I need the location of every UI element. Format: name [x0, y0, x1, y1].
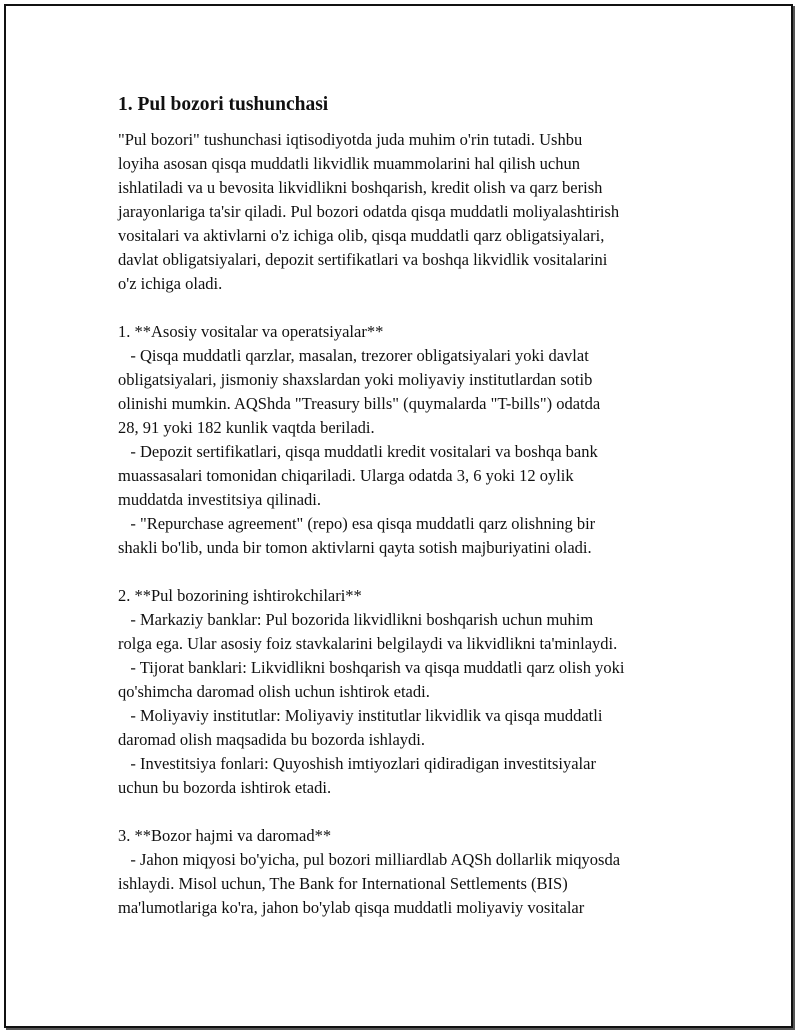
text-line: shakli bo'lib, unda bir tomon aktivlarni qayta sotish majburiyatini oladi. — [118, 538, 592, 557]
section-instruments — [118, 320, 718, 560]
text-line: davlat obligatsiyalari, depozit sertifikatlari va boshqa likvidlik vositalarini — [118, 250, 608, 269]
text-line: qo'shimcha daromad olish uchun ishtirok etadi. — [118, 682, 430, 701]
paragraph-gap — [118, 296, 718, 320]
text-line: ma'lumotlariga ko'ra, jahon bo'ylab qisqa muddatli moliyaviy vositalar — [118, 898, 585, 917]
text-line: muddatda investitsiya qilinadi. — [118, 490, 322, 509]
text-line: rolga ega. Ular asosiy foiz stavkalarini belgilaydi va likvidlikni ta'minlaydi. — [118, 634, 618, 653]
text-line: loyiha asosan qisqa muddatli likvidlik muammolarini hal qilish uchun — [118, 154, 580, 173]
text-line: jarayonlariga ta'sir qiladi. Pul bozori odatda qisqa muddatli moliyalashtirish — [118, 202, 620, 221]
text-line: 28, 91 yoki 182 kunlik vaqtda beriladi. — [118, 418, 375, 437]
text-line: - Tijorat banklari: Likvidlikni boshqarish va qisqa muddatli qarz olish yoki — [118, 658, 625, 677]
text-line: ishlaydi. Misol uchun, The Bank for International Settlements (BIS) — [118, 874, 568, 893]
text-line: muassasalari tomonidan chiqariladi. Ularga odatda 3, 6 yoki 12 oylik — [118, 466, 574, 485]
text-line: - Depozit sertifikatlari, qisqa muddatli kredit vositalari va boshqa bank — [118, 442, 598, 461]
section-participants — [118, 584, 718, 800]
text-line: olinishi mumkin. AQShda "Treasury bills" (quymalarda "T-bills") odatda — [118, 394, 601, 413]
section-market-size — [118, 824, 718, 920]
text-line: - Investitsiya fonlari: Quyoshish imtiyozlari qidiradigan investitsiyalar — [118, 754, 596, 773]
text-line: - Moliyaviy institutlar: Moliyaviy institutlar likvidlik va qisqa muddatli — [118, 706, 603, 725]
text-line: - "Repurchase agreement" (repo) esa qisqa muddatli qarz olishning bir — [118, 514, 596, 533]
text-line: vositalari va aktivlarni o'z ichiga olib, qisqa muddatli qarz obligatsiyalari, — [118, 226, 605, 245]
text-line: uchun bu bozorda ishtirok etadi. — [118, 778, 332, 797]
text-line: 1. **Asosiy vositalar va operatsiyalar** — [118, 322, 384, 341]
intro-paragraph — [118, 128, 718, 296]
document-body — [118, 92, 718, 920]
text-line: "Pul bozori" tushunchasi iqtisodiyotda juda muhim o'rin tutadi. Ushbu — [118, 130, 583, 149]
text-line: 3. **Bozor hajmi va daromad** — [118, 826, 332, 845]
document-heading: 1. Pul bozori tushunchasi — [118, 94, 329, 115]
text-line: - Jahon miqyosi bo'yicha, pul bozori milliardlab AQSh dollarlik miqyosda — [118, 850, 621, 869]
text-line: o'z ichiga oladi. — [118, 274, 223, 293]
text-line: ishlatiladi va u bevosita likvidlikni boshqarish, kredit olish va qarz berish — [118, 178, 603, 197]
text-line: - Markaziy banklar: Pul bozorida likvidlikni boshqarish uchun muhim — [118, 610, 594, 629]
text-line: - Qisqa muddatli qarzlar, masalan, trezorer obligatsiyalari yoki davlat — [118, 346, 589, 365]
text-line: daromad olish maqsadida bu bozorda ishlaydi. — [118, 730, 426, 749]
text-line: obligatsiyalari, jismoniy shaxslardan yoki moliyaviy institutlardan sotib — [118, 370, 593, 389]
paragraph-gap — [118, 560, 718, 584]
paragraph-gap — [118, 800, 718, 824]
text-line: 2. **Pul bozorining ishtirokchilari** — [118, 586, 362, 605]
